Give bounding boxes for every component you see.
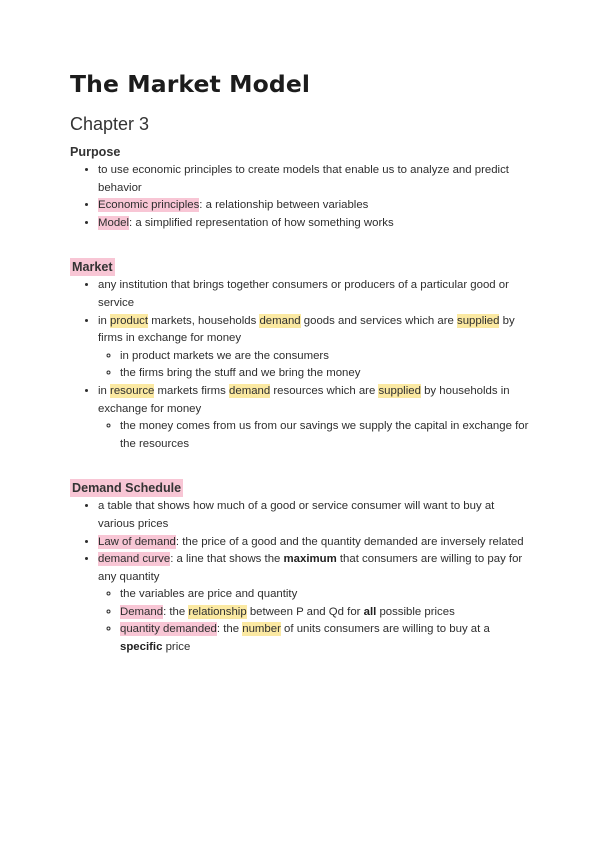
highlighted-word: number bbox=[242, 623, 281, 636]
sub-list-item: ◦ Demand: the relationship between P and Qd for all possible prices bbox=[120, 604, 530, 622]
list-item: • demand curve: a line that shows the maximum that consumers are willing to pay for any quantity ◦ the variables are price and quantity ◦ Demand: the relationship between P and Qd for all possible prices ◦ quantity demanded: the number of units consumers are willing to buy at a specific price bbox=[98, 551, 530, 657]
highlighted-word: demand bbox=[259, 314, 301, 327]
chapter-subtitle: Chapter 3 bbox=[70, 114, 150, 134]
sub-list bbox=[98, 586, 530, 656]
list-item: • any institution that brings together consumers or producers of a particular good or service bbox=[98, 277, 530, 312]
sub-list-item: ◦ the firms bring the stuff and we bring the money bbox=[120, 365, 530, 383]
highlighted-word: resource bbox=[110, 384, 155, 397]
sub-list-item: ◦ quantity demanded: the number of units consumers are willing to buy at a specific price bbox=[120, 621, 530, 656]
list-item: • Model: a simplified representation of how something works bbox=[98, 215, 530, 233]
list-item: • Law of demand: the price of a good and the quantity demanded are inversely related bbox=[98, 534, 530, 552]
purpose-list bbox=[70, 162, 530, 232]
highlighted-term: Model bbox=[98, 216, 130, 229]
highlighted-term: demand curve bbox=[98, 553, 171, 566]
list-item: • Economic principles: a relationship between variables bbox=[98, 197, 530, 215]
highlighted-term: Law of demand bbox=[98, 535, 176, 548]
page-title: The Market Model bbox=[70, 70, 311, 98]
list-item: • in resource markets firms demand resources which are supplied by households in exchange for money ◦ the money comes from us from our savings we supply the capital in exchange for the resources bbox=[98, 383, 530, 453]
market-list bbox=[70, 277, 530, 453]
list-item: • a table that shows how much of a good or service consumer will want to buy at various prices bbox=[98, 498, 530, 533]
sub-list bbox=[98, 348, 530, 383]
sub-list-item: ◦ in product markets we are the consumers bbox=[120, 348, 530, 366]
market-heading: Market bbox=[72, 260, 113, 275]
sub-list-item: ◦ the money comes from us from our savings we supply the capital in exchange for the resources bbox=[120, 418, 530, 453]
document-page bbox=[70, 66, 530, 657]
demand-schedule-list bbox=[70, 498, 530, 656]
highlighted-word: relationship bbox=[188, 605, 247, 618]
highlighted-word: supplied bbox=[378, 384, 421, 397]
highlighted-term: Economic principles bbox=[98, 199, 200, 212]
sub-list bbox=[98, 418, 530, 453]
list-item: • in product markets, households demand goods and services which are supplied by firms in exchange for money ◦ in product markets we are the consumers ◦ the firms bring the stuff and we bring the money bbox=[98, 313, 530, 383]
highlighted-term: quantity demanded bbox=[120, 623, 217, 636]
sub-list-item: ◦ the variables are price and quantity bbox=[120, 586, 530, 604]
highlighted-word: product bbox=[110, 314, 149, 327]
list-item: • to use economic principles to create models that enable us to analyze and predict behavior bbox=[98, 162, 530, 197]
highlighted-word: supplied bbox=[457, 314, 500, 327]
highlighted-word: demand bbox=[229, 384, 271, 397]
highlighted-term: Demand bbox=[120, 605, 164, 618]
demand-schedule-heading: Demand Schedule bbox=[72, 481, 182, 496]
purpose-heading: Purpose bbox=[70, 145, 121, 159]
